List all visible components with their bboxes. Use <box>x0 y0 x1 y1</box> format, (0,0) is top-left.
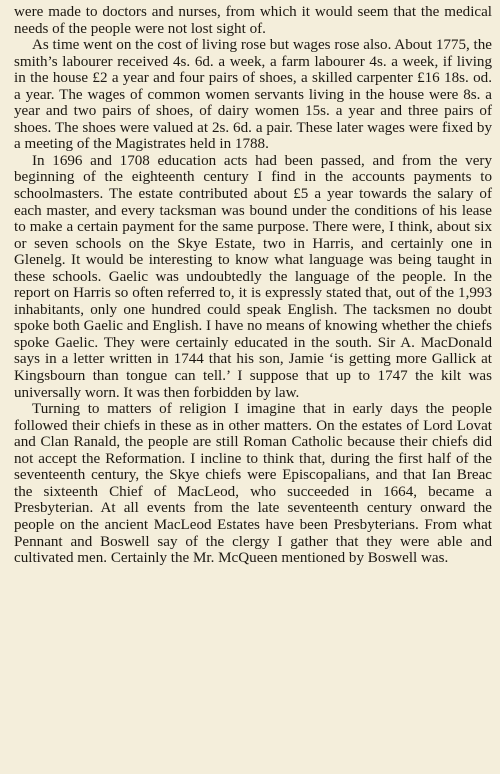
paragraph-religion: Turning to matters of religion I imagine that in early days the people followed their chiefs in these as in other matters. On the estates of Lord Lovat and Clan Ranald, the people are still Roman Catholic because their chiefs did not accept the Reformation. I incline to think that, during the first half of the seventeenth century, the Skye chiefs were Episcopalians, and that Ian Breac the sixteenth Chief of MacLeod, who succeeded in 1664, became a Presbyterian. At all events from the late seventeenth century onward the people on the ancient MacLeod Estates have been Presbyterians. From what Pennant and Boswell say of the clergy I gather that they were able and cultivated men. Certainly the Mr. McQueen mentioned by Boswell was. <box>14 401 492 567</box>
paragraph-education: In 1696 and 1708 education acts had been passed, and from the very beginning of the eighteenth century I find in the accounts payments to schoolmasters. The estate contributed about £5 a year towards the salary of each master, and every tacksman was bound under the conditions of his lease to make a certain payment for the same purpose. There were, I think, about six or seven schools on the Skye Estate, two in Harris, and certainly one in Glenelg. It would be interesting to know what language was being taught in these schools. Gaelic was undoubtedly the language of the people. In the report on Harris so often referred to, it is expressly stated that, out of the 1,993 inhabitants, only one hundred could speak English. The tacksmen no doubt spoke both Gaelic and English. I have no means of knowing whether the chiefs spoke Gaelic. They were certainly educated in the south. Sir A. MacDonald says in a letter written in 1744 that his son, Jamie ‘is getting more Gallick at Kingsbourn than tongue can tell.’ I suppose that up to 1747 the kilt was universally worn. It was then forbidden by law. <box>14 152 492 401</box>
paragraph-continuation: were made to doctors and nurses, from which it would seem that the medical needs of the people were not lost sight of. <box>14 4 492 37</box>
paragraph-wages: As time went on the cost of living rose but wages rose also. About 1775, the smith’s labourer received 4s. 6d. a week, a farm labourer 4s. a week, if living in the house £2 a year and four pairs of shoes, a skilled carpenter £16 18s. od. a year. The wages of common women servants living in the house were 8s. a year and two pairs of shoes, of dairy women 15s. a year and three pairs of shoes. The shoes were valued at 2s. 6d. a pair. These later wages were fixed by a meeting of the Magistrates held in 1788. <box>14 37 492 153</box>
